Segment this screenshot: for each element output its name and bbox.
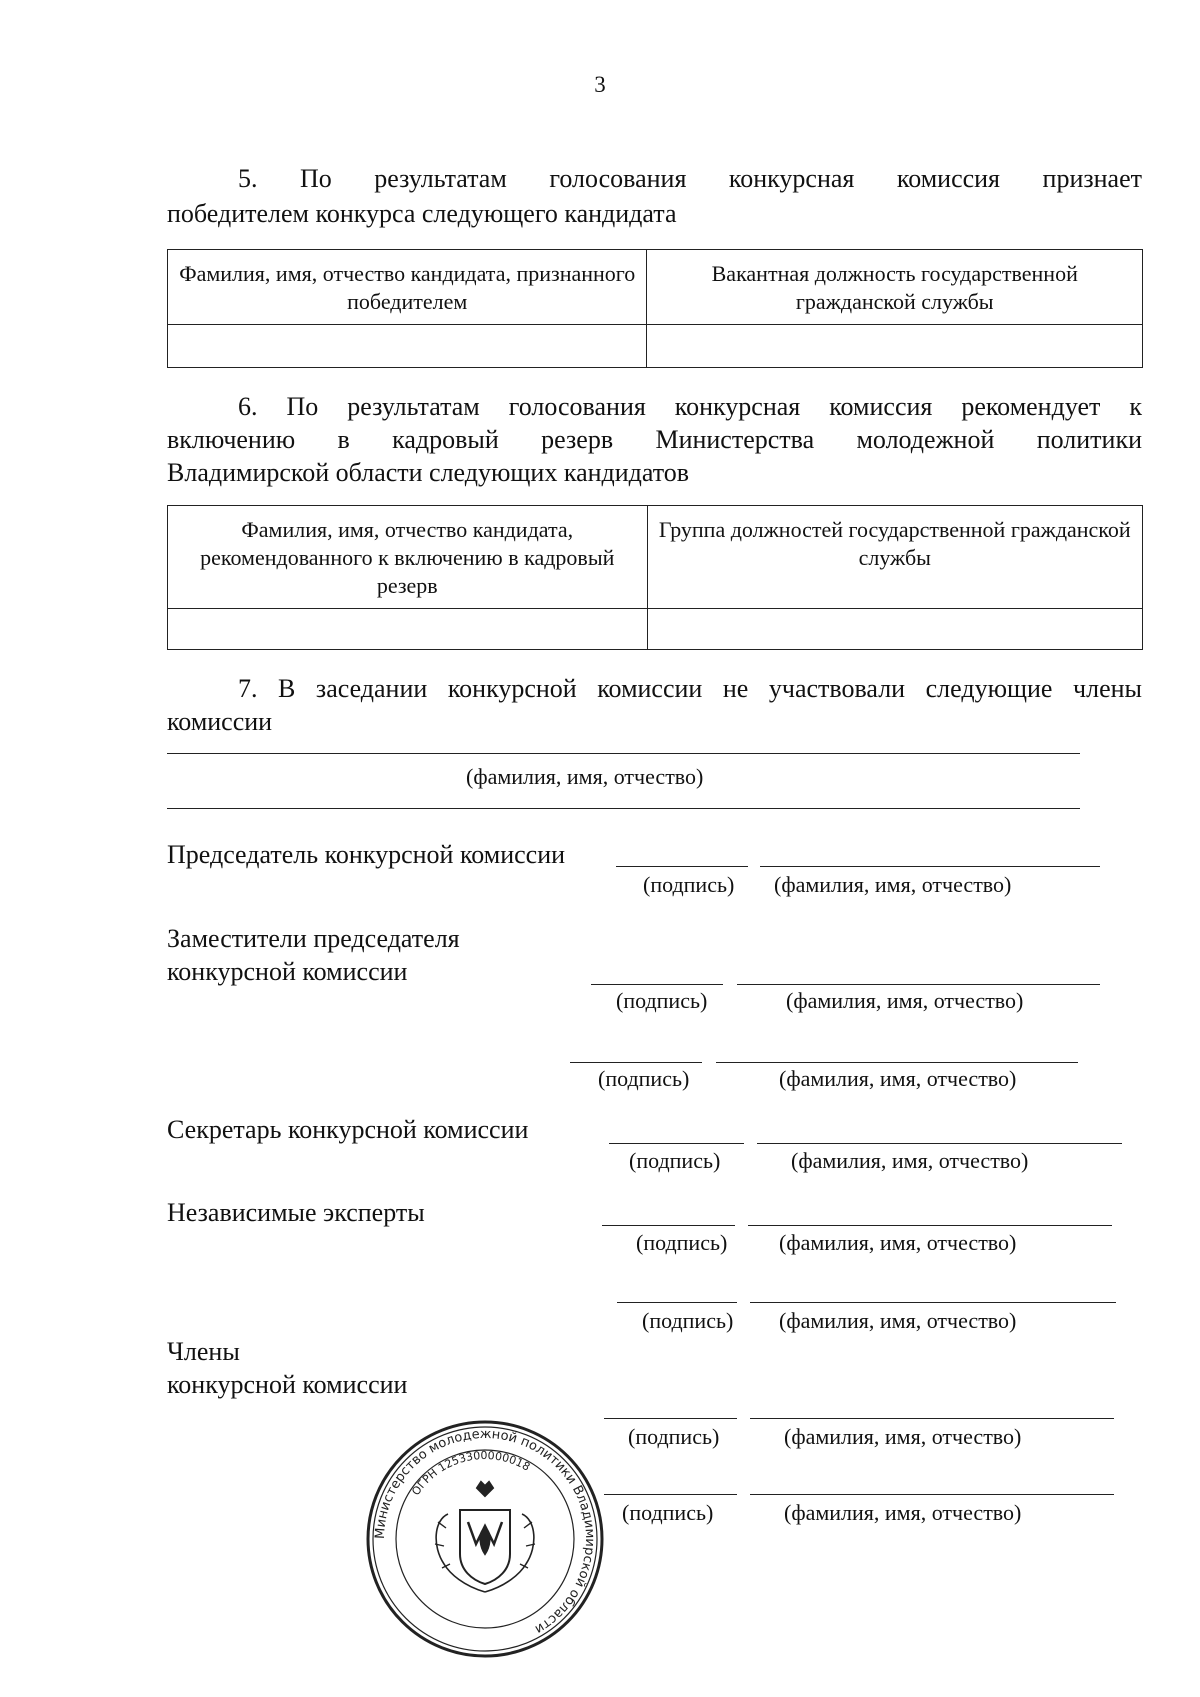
absent-members-line (167, 753, 1080, 754)
chair-label: Председатель конкурсной комиссии (167, 840, 566, 869)
signature-caption: (подпись) (629, 1148, 721, 1173)
fio-caption: (фамилия, имя, отчество) (779, 1230, 1017, 1255)
table-row (168, 609, 1143, 650)
experts-label: Независимые эксперты (167, 1198, 425, 1227)
fio-line (737, 984, 1100, 985)
deputies-label-line2: конкурсной комиссии (167, 957, 408, 986)
table-cell (168, 325, 647, 368)
table-cell (647, 325, 1143, 368)
fio-line (716, 1062, 1078, 1063)
section6-line2: включению в кадровый резерв Министерства молодежной политики (167, 425, 1142, 454)
official-stamp (364, 1418, 606, 1660)
winner-col-name: Фамилия, имя, отчество кандидата, признанного победителем (168, 250, 647, 325)
signature-caption: (подпись) (628, 1424, 720, 1449)
table-cell (647, 609, 1142, 650)
signature-caption: (подпись) (598, 1066, 690, 1091)
signature-caption: (подпись) (622, 1500, 714, 1525)
section6-line1: 6. По результатам голосования конкурсная комиссия рекомендует к (238, 392, 1142, 421)
table-header-row (168, 250, 1143, 325)
winner-col-position: Вакантная должность государственной гражданской службы (647, 250, 1143, 325)
section7-line1: 7. В заседании конкурсной комиссии не участвовали следующие члены (238, 674, 1142, 703)
signature-caption: (подпись) (636, 1230, 728, 1255)
absent-members-line (167, 808, 1080, 809)
reserve-col-name: Фамилия, имя, отчество кандидата, рекомендованного к включению в кадровый резерв (168, 506, 648, 609)
fio-line (757, 1143, 1122, 1144)
signature-line (616, 866, 748, 867)
stamp-ogrn: ОГРН 1253300000018 (409, 1448, 533, 1498)
fio-line (750, 1494, 1114, 1495)
section6-line3: Владимирской области следующих кандидатов (167, 458, 690, 487)
signature-line (609, 1143, 744, 1144)
deputies-label-line1: Заместители председателя (167, 924, 460, 953)
section5-line2: победителем конкурса следующего кандидата (167, 199, 677, 228)
reserve-table (167, 505, 1143, 650)
signature-caption: (подпись) (616, 988, 708, 1013)
fio-caption: (фамилия, имя, отчество) (779, 1066, 1017, 1091)
signature-line (617, 1302, 737, 1303)
stamp-outer-text: Министерство молодежной политики Владимирской области (372, 1426, 598, 1637)
fio-caption: (фамилия, имя, отчество) (466, 764, 704, 789)
signature-caption: (подпись) (642, 1308, 734, 1333)
fio-caption: (фамилия, имя, отчество) (784, 1500, 1022, 1525)
fio-caption: (фамилия, имя, отчество) (791, 1148, 1029, 1173)
section7-line2: комиссии (167, 707, 273, 736)
section5-line1: 5. По результатам голосования конкурсная комиссия признает (238, 164, 1142, 193)
signature-line (570, 1062, 702, 1063)
fio-line (750, 1302, 1116, 1303)
table-header-row (168, 506, 1143, 609)
fio-line (750, 1418, 1114, 1419)
fio-line (748, 1225, 1112, 1226)
signature-caption: (подпись) (643, 872, 735, 897)
fio-caption: (фамилия, имя, отчество) (786, 988, 1024, 1013)
coat-of-arms-icon (435, 1482, 535, 1592)
signature-line (591, 984, 723, 985)
fio-caption: (фамилия, имя, отчество) (774, 872, 1012, 897)
signature-line (604, 1418, 737, 1419)
table-row (168, 325, 1143, 368)
fio-caption: (фамилия, имя, отчество) (779, 1308, 1017, 1333)
fio-line (760, 866, 1100, 867)
members-label-line1: Члены (167, 1337, 240, 1366)
page-number: 3 (594, 72, 606, 97)
signature-line (602, 1225, 735, 1226)
members-label-line2: конкурсной комиссии (167, 1370, 408, 1399)
reserve-col-group: Группа должностей государственной гражданской службы (647, 506, 1142, 609)
fio-caption: (фамилия, имя, отчество) (784, 1424, 1022, 1449)
winner-table (167, 249, 1143, 368)
secretary-label: Секретарь конкурсной комиссии (167, 1115, 529, 1144)
table-cell (168, 609, 648, 650)
signature-line (604, 1494, 737, 1495)
